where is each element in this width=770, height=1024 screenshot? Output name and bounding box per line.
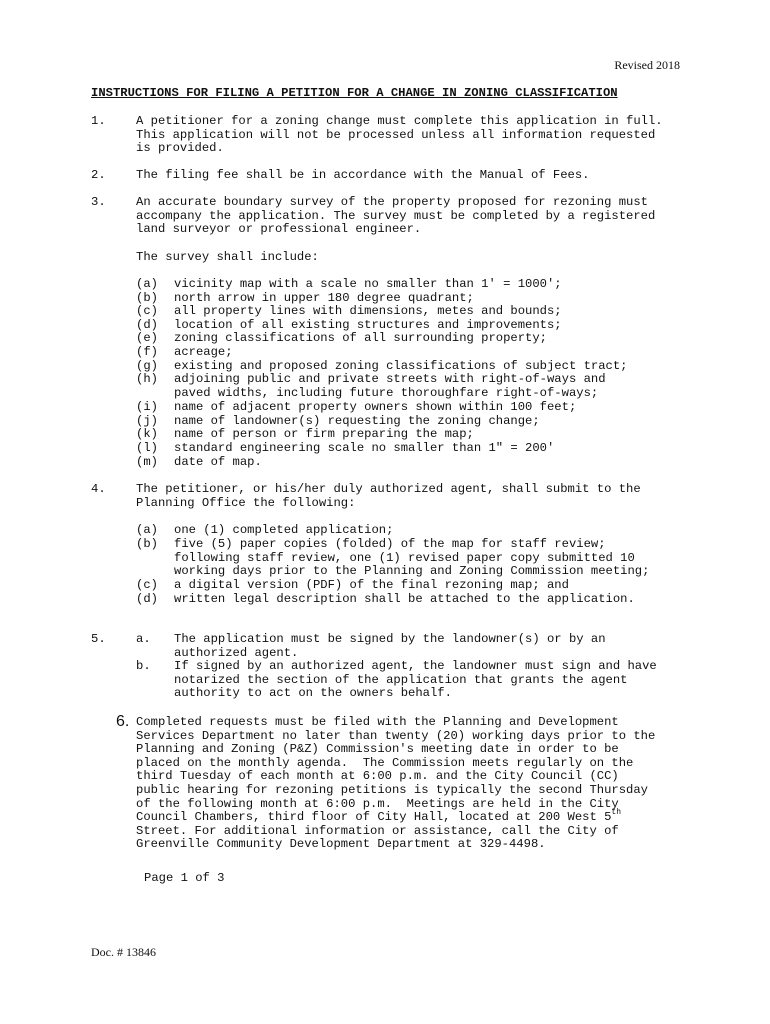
survey-item-letter: (a) — [136, 277, 158, 291]
survey-item-text: existing and proposed zoning classifications of subject tract; — [174, 359, 628, 373]
submit-item-letter: (d) — [136, 592, 158, 606]
item-6-text-main: Completed requests must be filed with the Planning and Development Services Department no later than twenty (20) working days prior to the Planning and Zoning (P&Z) Commission's meeting date in order to be placed on the monthly agenda. The Commission meets regularly on the third Tuesday of each month at 6:00 p.m. and the City Council (CC) public hearing for rezoning petitions is typically the second Thursday of the following month at 6:00 p.m. Meetings are held in the City Council Chambers, third floor of City Hall, located at 200 West 5 — [136, 715, 656, 825]
survey-item-text: name of adjacent property owners shown within 100 feet; — [174, 400, 577, 414]
submit-item-text: one (1) completed application; — [174, 523, 394, 537]
signing-item-text: If signed by an authorized agent, the landowner must sign and have notarized the section of the application that grants the agent authority to act on the owners behalf. — [174, 659, 657, 701]
item-3-text: An accurate boundary survey of the property proposed for rezoning must accompany the application. The survey must be completed by a registered land surveyor or professional engineer. — [136, 195, 656, 237]
survey-item-letter: (f) — [136, 345, 158, 359]
submit-item-letter: (a) — [136, 523, 158, 537]
survey-intro: The survey shall include: — [136, 250, 319, 264]
submit-item-text: a digital version (PDF) of the final rezoning map; and — [174, 578, 569, 592]
survey-item-text: north arrow in upper 180 degree quadrant; — [174, 291, 474, 305]
survey-item-text: name of person or firm preparing the map; — [174, 427, 474, 441]
submit-item-letter: (c) — [136, 578, 158, 592]
survey-item-text: vicinity map with a scale no smaller than 1' = 1000'; — [174, 277, 562, 291]
survey-item-text: date of map. — [174, 455, 262, 469]
signing-item-letter: a. — [136, 632, 151, 646]
survey-item-letter: (j) — [136, 414, 158, 428]
submit-item-text: written legal description shall be attached to the application. — [174, 592, 635, 606]
document-number: Doc. # 13846 — [91, 945, 156, 959]
submit-item-letter: (b) — [136, 537, 158, 551]
survey-item-text: location of all existing structures and improvements; — [174, 318, 562, 332]
item-6-number: 6. — [116, 713, 130, 730]
survey-item-text: adjoining public and private streets with right-of-ways and paved widths, including future thoroughfare right-of-ways; — [174, 372, 606, 400]
item-6-text-end: Street. For additional information or assistance, call the City of Greenville Community Development Department at 329-4498. — [136, 823, 619, 852]
document-title: INSTRUCTIONS FOR FILING A PETITION FOR A CHANGE IN ZONING CLASSIFICATION — [91, 86, 618, 100]
item-3-number: 3. — [91, 195, 106, 209]
survey-item-letter: (h) — [136, 372, 158, 386]
ordinal-suffix: th — [611, 808, 621, 818]
page-number: Page 1 of 3 — [144, 871, 225, 885]
signing-item-text: The application must be signed by the landowner(s) or by an authorized agent. — [174, 632, 606, 660]
survey-item-letter: (g) — [136, 359, 158, 373]
item-2-number: 2. — [91, 168, 106, 182]
survey-item-letter: (m) — [136, 455, 158, 469]
item-1-text: A petitioner for a zoning change must complete this application in full. This application will not be processed unless all information requested is provided. — [136, 114, 663, 156]
survey-item-letter: (l) — [136, 441, 158, 455]
survey-item-text: zoning classifications of all surrounding property; — [174, 331, 547, 345]
survey-item-letter: (d) — [136, 318, 158, 332]
signing-item-letter: b. — [136, 659, 151, 673]
survey-item-text: name of landowner(s) requesting the zoning change; — [174, 414, 540, 428]
survey-item-text: all property lines with dimensions, metes and bounds; — [174, 304, 562, 318]
item-5-number: 5. — [91, 632, 106, 646]
revised-date: Revised 2018 — [614, 58, 680, 72]
item-4-text: The petitioner, or his/her duly authorized agent, shall submit to the Planning Office the following: — [136, 482, 641, 510]
submit-item-text: five (5) paper copies (folded) of the map for staff review; following staff review, one (1) revised paper copy submitted 10 working days prior to the Planning and Zoning Commission meeting; — [174, 537, 650, 579]
survey-item-letter: (e) — [136, 331, 158, 345]
item-4-number: 4. — [91, 482, 106, 496]
item-2-text: The filing fee shall be in accordance with the Manual of Fees. — [136, 168, 590, 182]
survey-item-letter: (k) — [136, 427, 158, 441]
survey-item-letter: (b) — [136, 291, 158, 305]
item-1-number: 1. — [91, 114, 106, 128]
survey-item-text: acreage; — [174, 345, 233, 359]
item-6-text — [136, 716, 655, 852]
survey-item-letter: (i) — [136, 400, 158, 414]
survey-item-text: standard engineering scale no smaller than 1" = 200' — [174, 441, 555, 455]
survey-item-letter: (c) — [136, 304, 158, 318]
